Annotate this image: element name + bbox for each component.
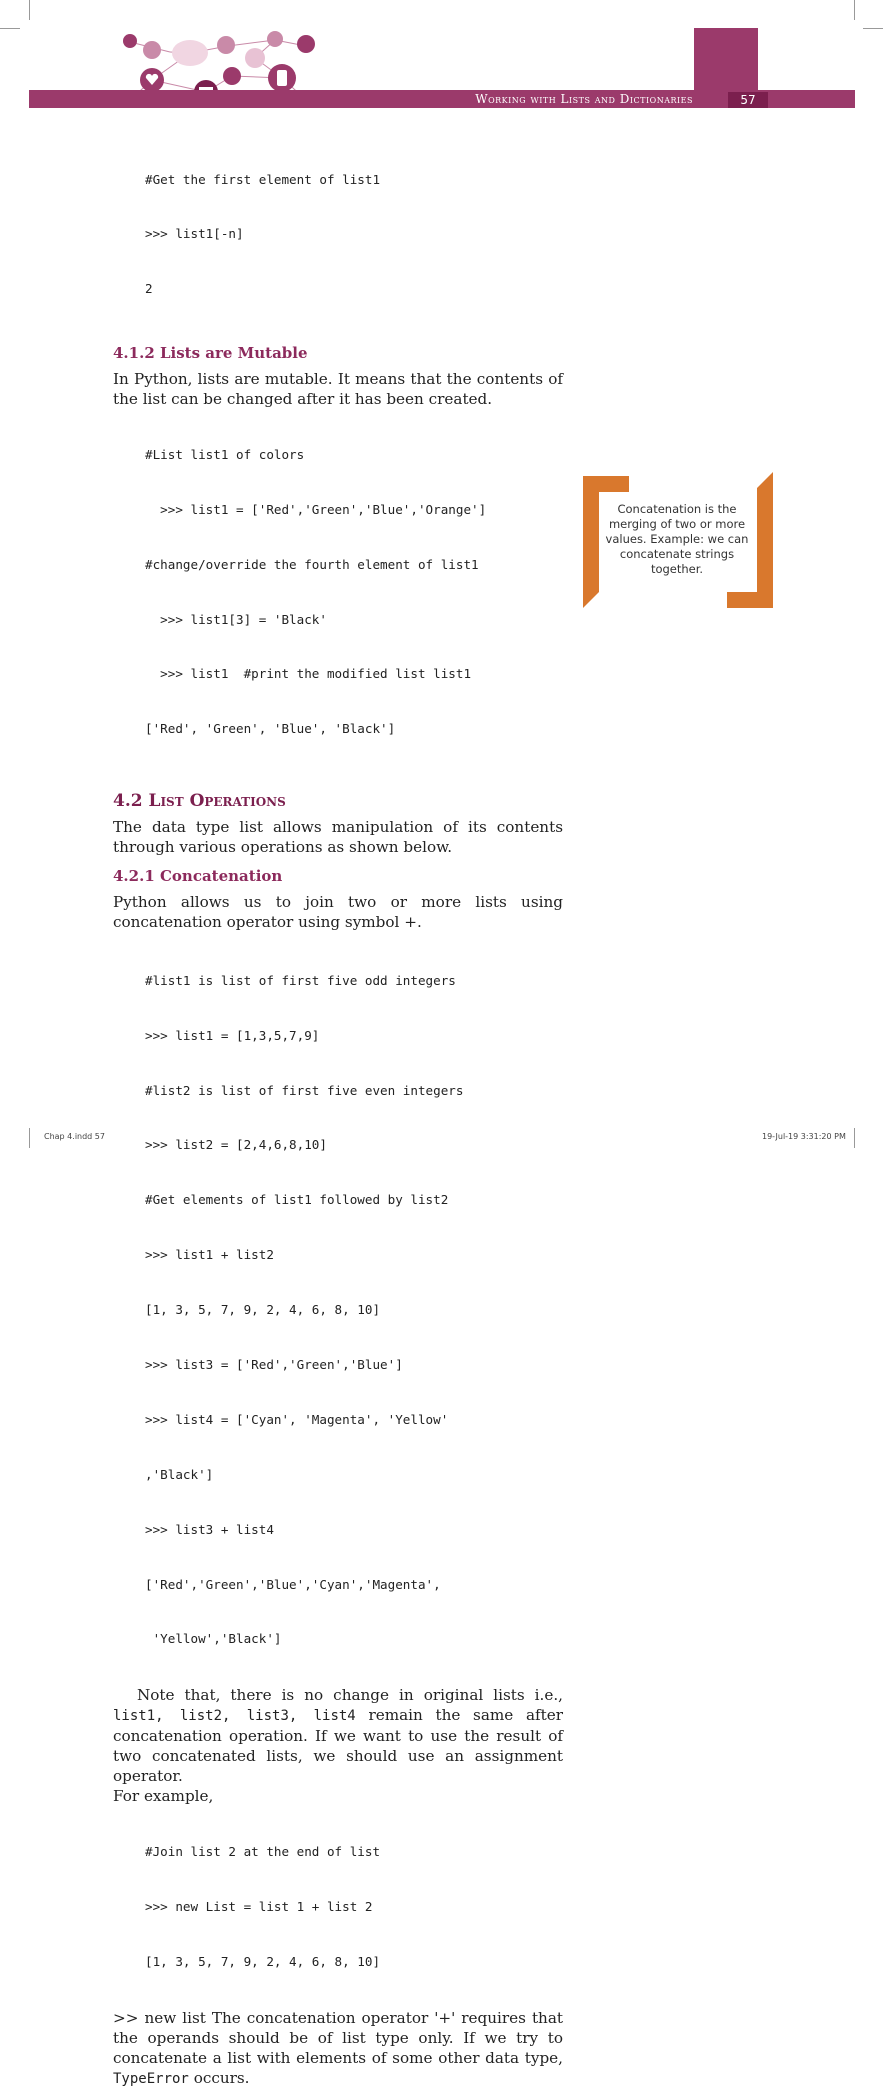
code-line: >>> list2 = [2,4,6,8,10] (145, 1137, 327, 1153)
crop-mark (863, 28, 883, 29)
code-line: ['Red', 'Green', 'Blue', 'Black'] (145, 721, 396, 737)
code-line: >>> list4 = ['Cyan', 'Magenta', 'Yellow' (145, 1411, 449, 1427)
code-line: #List list1 of colors (145, 446, 305, 462)
side-note (583, 472, 773, 608)
code-line: >>> list3 + list4 (145, 1521, 274, 1537)
footer-left: Chap 4.indd 57 (44, 1132, 105, 1141)
section-heading: 4.1.2 Lists are Mutable (113, 344, 308, 363)
code-line: >>> list1[3] = 'Black' (145, 611, 327, 627)
footer-right: 19-Jul-19 3:31:20 PM (762, 1132, 846, 1141)
code-block (113, 935, 563, 1685)
code-line: >>> list1 = ['Red','Green','Blue','Orange'] (145, 501, 487, 517)
code-block (113, 1806, 563, 2007)
code-line: 'Yellow','Black'] (145, 1631, 282, 1647)
paragraph: The data type list allows manipulation of its contents through various operations as shown below. (113, 818, 563, 857)
megaphone-icon (143, 41, 161, 59)
main-content (113, 134, 563, 2089)
code-line: #Join list 2 at the end of list (145, 1843, 381, 1859)
paragraph: Python allows us to join two or more lists using concatenation operator using symbol +. (113, 893, 563, 932)
paragraph: For example, (113, 1787, 214, 1806)
text-span: remain the same after concatenation operation. If we want to use the result of two concatenated lists, we should use an assignment operator. (113, 1706, 564, 1786)
inline-code: list1, list2, list3, list4 (113, 1708, 356, 1725)
paragraph (113, 1685, 563, 1786)
mail-icon (123, 34, 137, 48)
code-block (113, 134, 563, 335)
crop-mark (29, 0, 30, 20)
code-line: >>> list3 = ['Red','Green','Blue'] (145, 1357, 403, 1373)
code-line: >>> list1 + list2 (145, 1247, 274, 1263)
code-line: [1, 3, 5, 7, 9, 2, 4, 6, 8, 10] (145, 1953, 381, 1969)
running-header-title: Working with Lists and Dictionaries (475, 92, 693, 106)
side-note-text: Concatenation is the merging of two or more values. Example: we can concatenate strings together. (605, 502, 749, 576)
paragraph (113, 2008, 563, 2089)
page-number: 57 (728, 92, 768, 108)
code-line: 2 (145, 281, 153, 297)
code-block (113, 409, 563, 775)
code-line: #list2 is list of first five even integers (145, 1082, 464, 1098)
crop-mark (854, 0, 855, 20)
code-line: #Get the first element of list1 (145, 171, 381, 187)
inline-code: TypeError (113, 2070, 189, 2087)
section-heading: 4.2.1 Concatenation (113, 867, 283, 886)
code-line: >>> list1 = [1,3,5,7,9] (145, 1027, 320, 1043)
code-line: >>> list1 #print the modified list list1 (145, 666, 472, 682)
video-icon (297, 35, 315, 53)
code-line: [1, 3, 5, 7, 9, 2, 4, 6, 8, 10] (145, 1302, 381, 1318)
chat-bubble-icon (172, 40, 208, 66)
text-span: >> new list The concatenation operator '+' requires that the operands should be of list type only. If we try to concatenate a list with elements of some other data type, (113, 2008, 563, 2067)
code-line: ['Red','Green','Blue','Cyan','Magenta', (145, 1576, 441, 1592)
code-line: >>> new List = list 1 + list 2 (145, 1898, 373, 1914)
text-span: occurs. (193, 2068, 250, 2087)
like-icon (223, 67, 241, 85)
section-heading: 4.2 List Operations (113, 791, 286, 812)
paragraph: In Python, lists are mutable. It means that the contents of the list can be changed after it has been created. (113, 370, 563, 409)
user-icon (245, 48, 265, 68)
text-span: Note that, there is no change in original lists i.e., (137, 1686, 563, 1705)
crop-mark (29, 1128, 30, 1148)
code-line: #change/override the fourth element of list1 (145, 556, 479, 572)
code-line: ,'Black'] (145, 1466, 214, 1482)
person-icon (217, 36, 235, 54)
code-line: #list1 is list of first five odd integers (145, 972, 456, 988)
crop-mark (0, 28, 20, 29)
crop-mark (854, 1128, 855, 1148)
code-line: #Get elements of list1 followed by list2 (145, 1192, 449, 1208)
code-line: >>> list1[-n] (145, 226, 244, 242)
people-icon (267, 31, 283, 47)
